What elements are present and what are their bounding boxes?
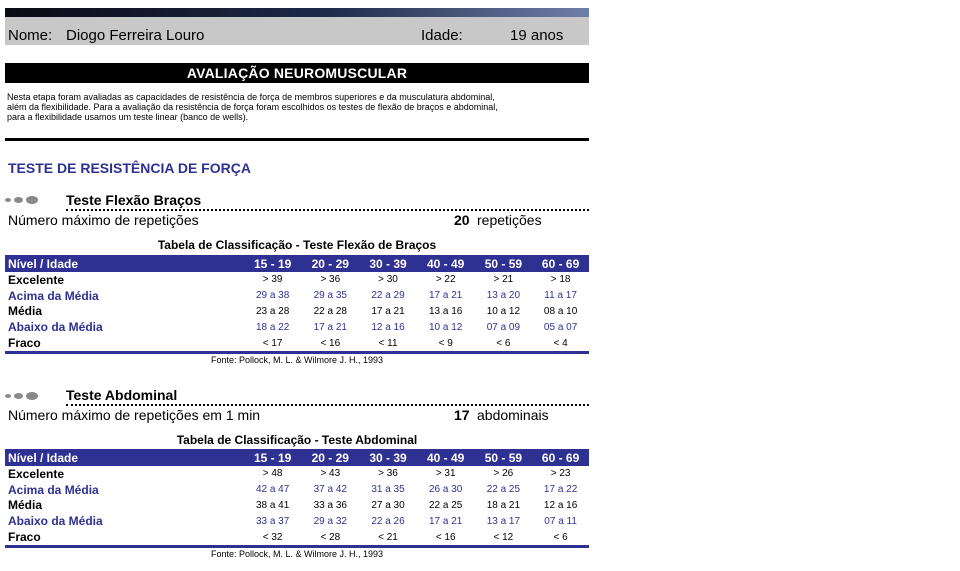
table-cell: 42 a 47 [255,484,290,496]
table-cell: 07 a 11 [544,515,577,527]
row-level-label: Acima da Média [8,482,99,497]
table-row [5,319,589,335]
row-level-label: Abaixo da Média [8,514,103,529]
dotted-divider [66,404,589,406]
patient-info-bar [5,17,589,45]
bullet-dots-icon [5,196,38,204]
table-cell: > 21 [493,274,514,286]
table-header-row [5,449,589,466]
table-cell: < 16 [320,337,341,349]
table-cell: 29 a 35 [313,290,347,302]
table-cell: > 18 [550,274,571,286]
strength-heading: TESTE DE RESISTÊNCIA DE FORÇA [8,160,251,176]
table-row [5,466,589,482]
classification-table [5,449,589,548]
header-age-range: 30 - 39 [359,255,417,272]
result-value: 17 [454,407,470,423]
header-age-range: 15 - 19 [244,255,302,272]
table-cell: 18 a 21 [486,499,521,511]
table-cell: 26 a 30 [429,484,463,496]
table-cell: > 22 [435,274,456,286]
table-cell: 12 a 16 [371,321,405,333]
intro-text: Nesta etapa foram avaliadas as capacidades de resistência de força de membros superiores e da musculatura abdominal, além da flexibilidade. Para a avaliação da resistência de força foram escolhidos os testes de flexão de braços e abdominal, para a flexibilidade usamos um teste linear (banco de wells). [7,92,498,122]
table-cell: 07 a 09 [486,321,521,333]
result-value: 20 [454,212,470,228]
table-title: Tabela de Classificação - Teste Flexão de Braços [157,238,437,252]
result-label: Número máximo de repetições em 1 min [8,407,261,423]
table-cell: 37 a 42 [313,484,347,496]
section-divider [5,138,589,141]
header-age-range: 40 - 49 [417,255,475,272]
table-cell: 29 a 32 [313,515,347,527]
table-cell: 11 a 17 [544,290,577,302]
table-cell: 10 a 12 [429,321,463,333]
row-level-label: Média [8,304,43,319]
table-cell: 22 a 25 [429,499,463,511]
row-level-label: Fraco [8,530,41,545]
row-level-label: Abaixo da Média [8,320,103,335]
top-bar [5,8,589,17]
table-cell: 27 a 30 [371,499,405,511]
table-row [5,288,589,304]
table-row [5,335,589,352]
table-row [5,529,589,546]
header-age-range: 30 - 39 [359,449,417,466]
header-age-range: 60 - 69 [532,255,589,272]
table-cell: 13 a 20 [486,290,521,302]
table-cell: > 36 [320,274,341,286]
table-cell: > 36 [378,468,398,480]
table-title: Tabela de Classificação - Teste Abdominal [176,433,418,447]
table-cell: 17 a 21 [313,321,347,333]
table-cell: < 9 [438,337,453,349]
table-cell: 05 a 07 [543,321,578,333]
table-cell: < 17 [262,337,283,349]
header-age-range: 50 - 59 [475,449,533,466]
table-cell: 13 a 17 [486,515,521,527]
table-cell: 17 a 21 [429,515,463,527]
table-cell: 18 a 22 [255,321,290,333]
header-age-range: 15 - 19 [244,449,302,466]
table-cell: < 28 [320,531,341,543]
header-age-range: 40 - 49 [417,449,475,466]
dotted-divider [66,209,589,211]
table-cell: > 31 [435,468,456,480]
test-title: Teste Flexão Braços [66,192,202,208]
table-cell: 33 a 37 [255,515,290,527]
age-value: 19 anos [510,27,564,44]
table-cell: 22 a 26 [371,515,405,527]
table-cell: 17 a 21 [429,290,463,302]
header-level-age: Nível / Idade [5,449,244,466]
classification-table [5,255,589,354]
table-cell: < 4 [553,337,568,349]
header-age-range: 20 - 29 [301,449,359,466]
section-title: AVALIAÇÃO NEUROMUSCULAR [5,63,589,83]
table-header-row [5,255,589,272]
result-unit: abdominais [477,407,549,423]
table-cell: < 6 [496,337,511,349]
result-label: Número máximo de repetições [8,212,199,228]
table-cell: < 16 [435,531,456,543]
table-cell: < 32 [262,531,283,543]
table-row [5,498,589,514]
table-source: Fonte: Pollock, M. L. & Wilmore J. H., 1993 [210,549,384,559]
table-cell: 22 a 28 [313,305,347,317]
header-age-range: 50 - 59 [475,255,533,272]
header-age-range: 60 - 69 [532,449,589,466]
age-label: Idade: [421,27,463,44]
table-cell: 12 a 16 [543,499,578,511]
row-level-label: Média [8,498,43,513]
bullet-dots-icon [5,392,38,400]
table-row [5,304,589,320]
name-label: Nome: [8,27,53,44]
result-unit: repetições [477,212,542,228]
row-level-label: Excelente [8,466,65,481]
table-cell: > 43 [320,468,341,480]
table-cell: 38 a 41 [255,499,290,511]
table-cell: < 12 [493,531,514,543]
test-title: Teste Abdominal [66,387,178,403]
row-level-label: Excelente [8,272,65,287]
table-cell: > 26 [493,468,514,480]
table-cell: 17 a 22 [543,484,578,496]
table-cell: 08 a 10 [543,305,578,317]
table-cell: < 11 [378,337,398,349]
table-cell: > 30 [378,274,398,286]
table-cell: 31 a 35 [371,484,405,496]
name-value: Diogo Ferreira Louro [66,27,205,44]
header-level-age: Nível / Idade [5,255,244,272]
row-level-label: Fraco [8,336,41,351]
table-cell: > 48 [262,468,283,480]
table-row [5,513,589,529]
table-cell: 10 a 12 [486,305,521,317]
table-cell: 23 a 28 [255,305,290,317]
table-cell: < 6 [553,531,568,543]
table-row [5,272,589,288]
table-source: Fonte: Pollock, M. L. & Wilmore J. H., 1993 [210,355,384,365]
table-cell: 13 a 16 [429,305,463,317]
table-cell: 33 a 36 [313,499,347,511]
table-cell: < 21 [378,531,398,543]
table-cell: 29 a 38 [255,290,290,302]
header-age-range: 20 - 29 [301,255,359,272]
table-cell: 22 a 29 [371,290,405,302]
table-row [5,482,589,498]
table-cell: > 39 [262,274,283,286]
table-cell: 22 a 25 [486,484,521,496]
row-level-label: Acima da Média [8,288,99,303]
table-cell: > 23 [550,468,571,480]
table-cell: 17 a 21 [371,305,405,317]
